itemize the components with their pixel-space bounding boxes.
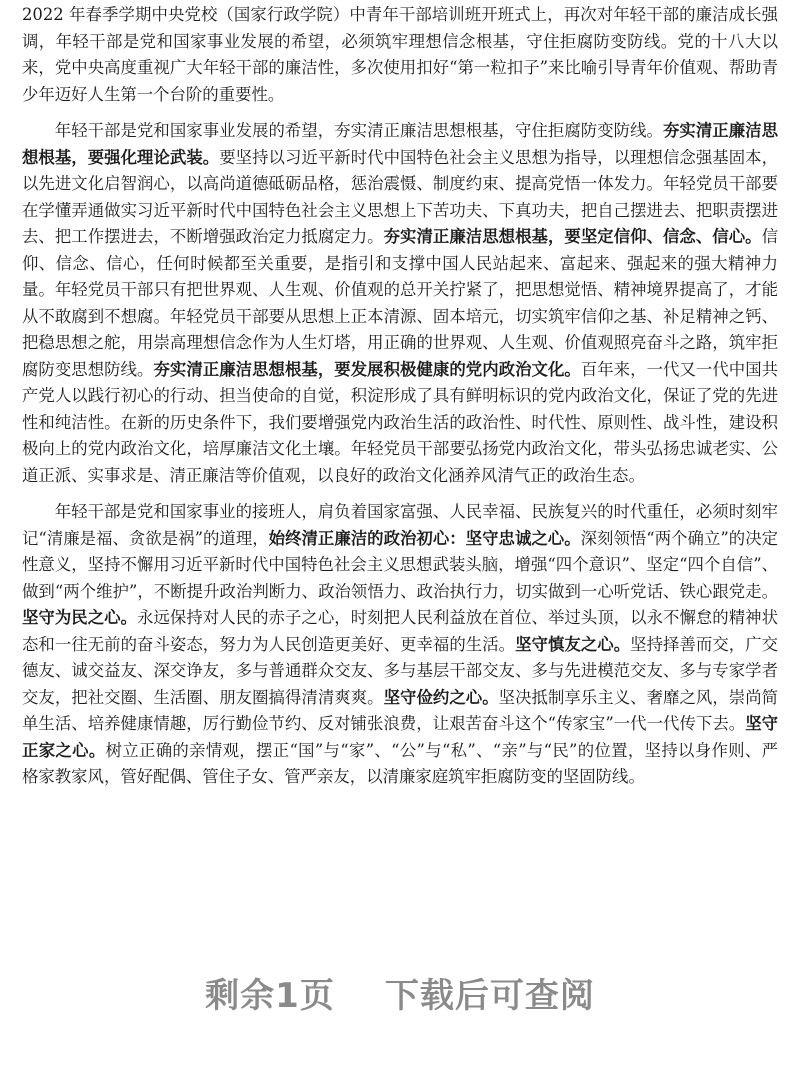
paragraph [22, 118, 778, 489]
bold-heading-text: 夯实清正廉洁思想根基，要强化理论武装。 [22, 121, 778, 167]
bold-heading-text: 夯实清正廉洁思想根基，要坚定信仰、信念、信心。 [383, 227, 762, 246]
body-text: 百年来，一代又一代中国共产党人以践行初心的行动、担当使命的自觉，积淀形成了具有鲜明标识的党内政治文化，保证了党的先进性和纯洁性。在新的历史条件下，我们要增强党内政治生活的政治性、时代性、原则性、战斗性，建设积极向上的党内政治文化，培厚廉洁文化土壤。年轻党员干部要弘扬党内政治文化，带头弘扬忠诚老实、公道正派、实事求是、清正廉洁等价值观，以良好的政治文化涵养风清气正的政治生态。 [22, 359, 779, 485]
body-text: 树立正确的亲情观，摆正“国”与“家”、“公”与“私”、“亲”与“民”的位置，坚持以身作则、严格家教家风，管好配偶、管住子女、管严亲友，以清廉家庭筑牢拒腐防变的坚固防线。 [22, 740, 778, 786]
body-text: 要坚持以习近平新时代中国特色社会主义思想为指导，以理想信念强基固本，以先进文化启智润心，以高尚道德砥砺品格，惩治震慑、制度约束、提高党悟一体发力。年轻党员干部要在学懂弄通做实习近平新时代中国特色社会主义思想上下苦功夫、下真功夫，把自己摆进去、把职责摆进去、把工作摆进去，不断增强政治定力抵腐定力。 [22, 147, 779, 246]
bold-heading-text: 始终清正廉洁的政治初心：坚守忠诚之心。 [268, 528, 581, 548]
body-text: 坚持择善而交，广交德友、诚交益友、深交诤友，多与普通群众交友、多与基层干部交友、多与先进模范交友、多与专家学者交友，把社交圈、生活圈、朋友圈搞得清清爽爽。 [22, 634, 779, 707]
body-text: 坚决抵制享乐主义、奢靡之风，崇尚简单生活、培养健康情趣，厉行勤俭节约、反对铺张浪费，让艰苦奋斗这个“传家宝”一代一代传下去。 [22, 687, 779, 733]
body-text: 年轻干部是党和国家事业的接班人，肩负着国家富强、人民幸福、民族复兴的时代重任，必须时刻牢记“清廉是福、贪欲是祸”的道理， [22, 502, 778, 548]
body-text: 信仰、信念、信心，任何时候都至关重要，是指引和支撑中国人民站起来、富起来、强起来的强大精神力量。年轻党员干部只有把世界观、人生观、价值观的总开关拧紧了，把思想觉悟、精神境界提高了，才能从不敢腐到不想腐。年轻党员干部要从思想上正本清源、固本培元，切实筑牢信仰之基、补足精神之钙、把稳思想之舵，用崇高理想信念作为人生灯塔，用正确的世界观、人生观、价值观照亮奋斗之路，筑牢拒腐防变思想防线。 [22, 227, 779, 379]
remaining-pages-label: 剩余1页 [205, 976, 335, 1016]
body-text: 年轻干部是党和国家事业发展的希望，夯实清正廉洁思想根基，守住拒腐防变防线。 [54, 121, 663, 140]
body-text: 深刻领悟“两个确立”的决定性意义，坚持不懈用习近平新时代中国特色社会主义思想武装头脑，增强“四个意识”、坚定“四个自信”、做到“两个维护”，不断提升政治判断力、政治领悟力、政治执行力，切实做到一心听党话、铁心跟党走。 [22, 528, 779, 601]
document-body [22, 0, 778, 791]
preview-limit-banner[interactable] [0, 968, 800, 1017]
bold-heading-text: 坚守慎友之心。 [515, 634, 631, 654]
paragraph [22, 2, 778, 108]
bold-heading-text: 夯实清正廉洁思想根基，要发展积极健康的党内政治文化。 [153, 359, 581, 379]
body-text: 永远保持对人民的赤子之心，时刻把人民利益放在首位、举过头顶，以永不懈怠的精神状态和一往无前的奋斗姿态，努力为人民创造更美好、更幸福的生活。 [22, 608, 779, 654]
bold-heading-text: 坚守俭约之心。 [383, 687, 499, 707]
download-to-view-label: 下载后可查阅 [384, 976, 595, 1016]
body-text: 2022 年春季学期中央党校（国家行政学院）中青年干部培训班开班式上，再次对年轻干部的廉洁成长强调，年轻干部是党和国家事业发展的希望，必须筑牢理想信念根基，守住拒腐防变防线。党的十八大以来，党中央高度重视广大年轻干部的廉洁性，多次使用扣好“第一粒扣子”来比喻引导青年价值观、帮助青少年迈好人生第一个台阶的重要性。 [22, 5, 778, 104]
bold-heading-text: 坚守为民之心。 [22, 608, 138, 627]
bold-heading-text: 坚守正家之心。 [22, 714, 779, 760]
paragraph [22, 499, 778, 791]
